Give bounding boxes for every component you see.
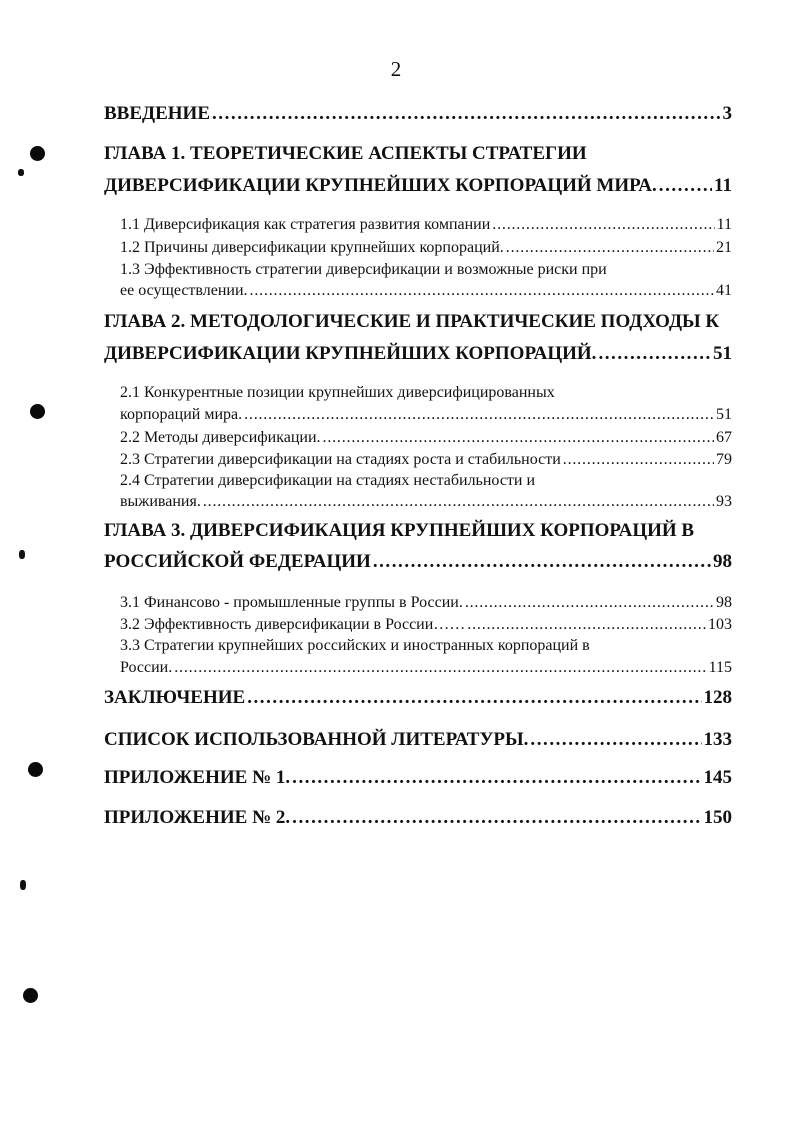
toc-entry-1-3-line1[interactable]: 1.3 Эффективность стратегии диверсификации и возможные риски при	[120, 261, 607, 278]
toc-entry-appendix-1[interactable]	[104, 767, 732, 789]
toc-entry-page: 41	[716, 282, 732, 299]
toc-entry-title: 1.2 Причины диверсификации крупнейших корпораций.	[120, 239, 504, 256]
toc-entry-page: 11	[714, 175, 732, 196]
toc-entry-title: 1.1 Диверсификация как стратегия развития компании	[120, 216, 491, 233]
dot-leader	[212, 103, 721, 125]
toc-entry-page: 21	[716, 239, 732, 256]
toc-entry-2-4[interactable]	[120, 493, 732, 511]
toc-entry-page: 98	[713, 551, 732, 572]
toc-entry-3-3-line1[interactable]: 3.3 Стратегии крупнейших российских и иностранных корпораций в	[120, 637, 590, 654]
punch-hole	[30, 146, 45, 161]
toc-entry-page: 11	[716, 216, 732, 233]
dot-leader	[598, 343, 711, 365]
toc-entry-title: СПИСОК ИСПОЛЬЗОВАННОЙ ЛИТЕРАТУРЫ.	[104, 729, 529, 750]
toc-entry-title: ПРИЛОЖЕНИЕ № 2.	[104, 807, 291, 828]
toc-entry-2-3[interactable]	[120, 451, 732, 469]
dot-leader	[492, 216, 714, 234]
dot-leader	[323, 429, 714, 447]
toc-entry-3-3[interactable]	[120, 659, 732, 677]
toc-entry-page: 3	[722, 103, 732, 124]
toc-entry-title: ПРИЛОЖЕНИЕ № 1.	[104, 767, 291, 788]
dot-leader	[563, 451, 714, 469]
toc-entry-page: 128	[703, 687, 732, 708]
toc-entry-intro[interactable]	[104, 103, 732, 125]
dot-leader	[247, 687, 701, 709]
toc-entry-2-1[interactable]	[120, 406, 732, 424]
dot-leader	[244, 406, 714, 424]
toc-entry-title: корпораций мира.	[120, 406, 243, 423]
toc-entry-page: 51	[713, 343, 732, 364]
toc-entry-1-3[interactable]	[120, 282, 732, 300]
dot-leader	[506, 239, 714, 257]
toc-entry-title: ВВЕДЕНИЕ	[104, 103, 210, 124]
dot-leader	[203, 493, 714, 511]
scan-speck	[19, 550, 25, 559]
toc-entry-title: 2.2 Методы диверсификации.	[120, 429, 321, 446]
toc-entry-references[interactable]	[104, 729, 732, 751]
punch-hole	[28, 762, 43, 777]
toc-entry-title: России.	[120, 659, 173, 676]
toc-entry-title: 3.2 Эффективность диверсификации в России……	[120, 616, 466, 633]
toc-entry-page: 93	[716, 493, 732, 510]
toc-entry-page: 150	[703, 807, 732, 828]
dot-leader	[465, 594, 714, 612]
toc-entry-page: 115	[708, 659, 732, 676]
toc-entry-title: 2.3 Стратегии диверсификации на стадиях роста и стабильности	[120, 451, 561, 468]
dot-leader	[530, 729, 701, 751]
dot-leader	[373, 551, 711, 573]
dot-leader	[174, 659, 706, 677]
toc-chapter3-title-line1[interactable]: ГЛАВА 3. ДИВЕРСИФИКАЦИЯ КРУПНЕЙШИХ КОРПОРАЦИЙ В	[104, 520, 695, 541]
toc-entry-title: ЗАКЛЮЧЕНИЕ	[104, 687, 246, 708]
punch-hole	[23, 988, 38, 1003]
scan-speck	[18, 169, 24, 176]
toc-entry-page: 79	[716, 451, 732, 468]
scan-speck	[20, 880, 26, 890]
toc-entry-page: 51	[716, 406, 732, 423]
toc-entry-title: ДИВЕРСИФИКАЦИИ КРУПНЕЙШИХ КОРПОРАЦИЙ МИРА.	[104, 175, 657, 196]
page-number: 2	[390, 57, 402, 81]
dot-leader	[292, 807, 701, 829]
toc-entry-title: выживания.	[120, 493, 201, 510]
punch-hole	[30, 404, 45, 419]
toc-entry-title: ДИВЕРСИФИКАЦИИ КРУПНЕЙШИХ КОРПОРАЦИЙ.	[104, 343, 597, 364]
toc-entry-chapter1[interactable]	[104, 175, 732, 197]
toc-entry-page: 98	[716, 594, 732, 611]
toc-entry-2-2[interactable]	[120, 429, 732, 447]
toc-entry-3-2[interactable]	[120, 616, 732, 634]
dot-leader	[659, 175, 712, 197]
toc-entry-appendix-2[interactable]	[104, 807, 732, 829]
toc-entry-title: РОССИЙСКОЙ ФЕДЕРАЦИИ	[104, 551, 371, 572]
toc-entry-2-4-line1[interactable]: 2.4 Стратегии диверсификации на стадиях нестабильности и	[120, 472, 536, 489]
toc-entry-page: 103	[708, 616, 732, 633]
toc-entry-1-2[interactable]	[120, 239, 732, 257]
toc-entry-conclusion[interactable]	[104, 687, 732, 709]
toc-entry-page: 145	[703, 767, 732, 788]
dot-leader	[250, 282, 714, 300]
toc-entry-page: 133	[703, 729, 732, 750]
toc-entry-title: ее осуществлении.	[120, 282, 248, 299]
toc-entry-3-1[interactable]	[120, 594, 732, 612]
toc-entry-chapter3[interactable]	[104, 551, 732, 573]
toc-chapter2-title-line1[interactable]: ГЛАВА 2. МЕТОДОЛОГИЧЕСКИЕ И ПРАКТИЧЕСКИЕ ПОДХОДЫ К	[104, 311, 720, 332]
toc-entry-chapter2[interactable]	[104, 343, 732, 365]
toc-chapter1-title-line1[interactable]: ГЛАВА 1. ТЕОРЕТИЧЕСКИЕ АСПЕКТЫ СТРАТЕГИИ	[104, 143, 587, 164]
toc-entry-page: 67	[716, 429, 732, 446]
toc-entry-1-1[interactable]	[120, 216, 732, 234]
dot-leader	[292, 767, 701, 789]
dot-leader	[467, 616, 706, 634]
toc-entry-title: 3.1 Финансово - промышленные группы в России.	[120, 594, 463, 611]
toc-entry-2-1-line1[interactable]: 2.1 Конкурентные позиции крупнейших диверсифицированных	[120, 384, 555, 401]
